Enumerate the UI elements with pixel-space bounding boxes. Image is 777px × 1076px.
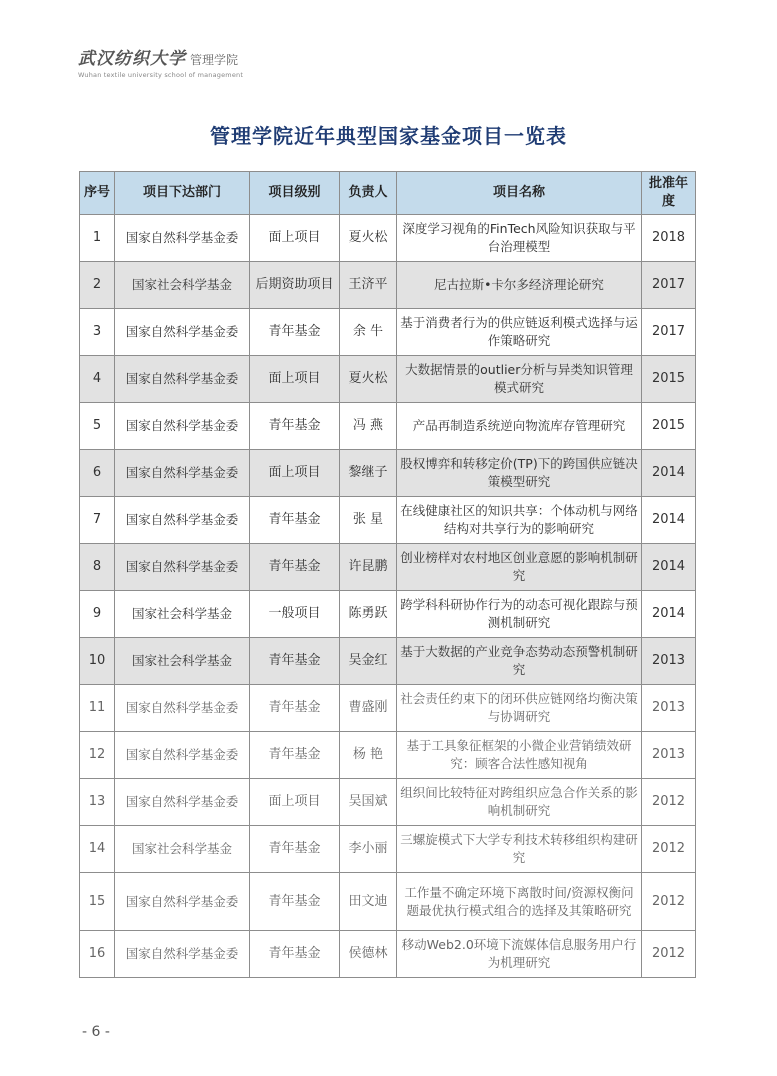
cell-level: 面上项目: [250, 450, 340, 497]
table-row: [80, 403, 696, 450]
cell-project-name: 工作量不确定环境下离散时间/资源权衡问题最优执行模式组合的选择及其策略研究: [397, 873, 642, 931]
cell-leader: 吴国斌: [340, 779, 397, 826]
cell-no: 7: [80, 497, 115, 544]
cell-project-name: 组织间比较特征对跨组织应急合作关系的影响机制研究: [397, 779, 642, 826]
cell-level: 青年基金: [250, 497, 340, 544]
table-row: [80, 931, 696, 978]
cell-project-name: 大数据情景的outlier分析与异类知识管理模式研究: [397, 356, 642, 403]
table-row: [80, 497, 696, 544]
cell-dept: 国家自然科学基金委: [115, 403, 250, 450]
cell-leader: 李小丽: [340, 826, 397, 873]
table-row: [80, 215, 696, 262]
cell-dept: 国家自然科学基金委: [115, 779, 250, 826]
projects-table: [79, 171, 696, 978]
cell-dept: 国家自然科学基金委: [115, 732, 250, 779]
cell-no: 13: [80, 779, 115, 826]
cell-dept: 国家社会科学基金: [115, 638, 250, 685]
cell-dept: 国家自然科学基金委: [115, 685, 250, 732]
cell-level: 面上项目: [250, 356, 340, 403]
cell-year: 2017: [642, 262, 696, 309]
cell-no: 9: [80, 591, 115, 638]
table-row: [80, 638, 696, 685]
table-row: [80, 685, 696, 732]
cell-level: 后期资助项目: [250, 262, 340, 309]
cell-project-name: 移动Web2.0环境下流媒体信息服务用户行为机理研究: [397, 931, 642, 978]
cell-level: 青年基金: [250, 309, 340, 356]
header-dept: 项目下达部门: [115, 172, 250, 215]
cell-year: 2014: [642, 497, 696, 544]
cell-year: 2013: [642, 732, 696, 779]
cell-year: 2013: [642, 685, 696, 732]
cell-dept: 国家自然科学基金委: [115, 931, 250, 978]
table-row: [80, 732, 696, 779]
cell-project-name: 基于大数据的产业竞争态势动态预警机制研究: [397, 638, 642, 685]
cell-project-name: 社会责任约束下的闭环供应链网络均衡决策与协调研究: [397, 685, 642, 732]
table-row: [80, 262, 696, 309]
cell-year: 2015: [642, 403, 696, 450]
page-title: 管理学院近年典型国家基金项目一览表: [210, 124, 567, 148]
cell-level: 青年基金: [250, 826, 340, 873]
cell-dept: 国家自然科学基金委: [115, 215, 250, 262]
cell-level: 面上项目: [250, 779, 340, 826]
cell-project-name: 尼古拉斯•卡尔多经济理论研究: [397, 262, 642, 309]
header-year: 批准年度: [642, 172, 696, 215]
cell-leader: 吴金红: [340, 638, 397, 685]
cell-leader: 曹盛刚: [340, 685, 397, 732]
cell-dept: 国家社会科学基金: [115, 826, 250, 873]
cell-year: 2012: [642, 779, 696, 826]
cell-project-name: 基于工具象征框架的小微企业营销绩效研究：顾客合法性感知视角: [397, 732, 642, 779]
cell-dept: 国家自然科学基金委: [115, 450, 250, 497]
cell-level: 青年基金: [250, 732, 340, 779]
school-name: 管理学院: [190, 53, 239, 67]
cell-leader: 陈勇跃: [340, 591, 397, 638]
cell-no: 8: [80, 544, 115, 591]
cell-no: 2: [80, 262, 115, 309]
cell-leader: 王济平: [340, 262, 397, 309]
header-project-name: 项目名称: [397, 172, 642, 215]
cell-leader: 夏火松: [340, 215, 397, 262]
cell-year: 2017: [642, 309, 696, 356]
cell-level: 青年基金: [250, 403, 340, 450]
cell-level: 青年基金: [250, 873, 340, 931]
cell-no: 12: [80, 732, 115, 779]
table-row: [80, 779, 696, 826]
table-row: [80, 309, 696, 356]
cell-level: 青年基金: [250, 685, 340, 732]
header-level: 项目级别: [250, 172, 340, 215]
table-row: [80, 591, 696, 638]
table-header-row: [80, 172, 696, 215]
cell-dept: 国家社会科学基金: [115, 591, 250, 638]
cell-project-name: 三螺旋模式下大学专利技术转移组织构建研究: [397, 826, 642, 873]
cell-year: 2012: [642, 873, 696, 931]
cell-dept: 国家自然科学基金委: [115, 356, 250, 403]
table-row: [80, 450, 696, 497]
cell-year: 2015: [642, 356, 696, 403]
cell-project-name: 股权博弈和转移定价(TP)下的跨国供应链决策模型研究: [397, 450, 642, 497]
cell-no: 1: [80, 215, 115, 262]
header-no: 序号: [80, 172, 115, 215]
cell-level: 青年基金: [250, 544, 340, 591]
cell-leader: 许昆鹏: [340, 544, 397, 591]
table-row: [80, 356, 696, 403]
cell-leader: 余 牛: [340, 309, 397, 356]
cell-level: 面上项目: [250, 215, 340, 262]
school-logo: [78, 44, 243, 79]
cell-no: 6: [80, 450, 115, 497]
cell-no: 16: [80, 931, 115, 978]
cell-no: 10: [80, 638, 115, 685]
cell-leader: 张 星: [340, 497, 397, 544]
cell-year: 2014: [642, 450, 696, 497]
cell-project-name: 基于消费者行为的供应链返利模式选择与运作策略研究: [397, 309, 642, 356]
cell-year: 2012: [642, 826, 696, 873]
cell-dept: 国家社会科学基金: [115, 262, 250, 309]
table-row: [80, 873, 696, 931]
cell-year: 2013: [642, 638, 696, 685]
page-number: - 6 -: [82, 1024, 110, 1040]
cell-year: 2018: [642, 215, 696, 262]
cell-dept: 国家自然科学基金委: [115, 873, 250, 931]
cell-year: 2014: [642, 544, 696, 591]
header-leader: 负责人: [340, 172, 397, 215]
cell-project-name: 产品再制造系统逆向物流库存管理研究: [397, 403, 642, 450]
cell-no: 4: [80, 356, 115, 403]
cell-no: 15: [80, 873, 115, 931]
cell-no: 3: [80, 309, 115, 356]
cell-dept: 国家自然科学基金委: [115, 544, 250, 591]
cell-project-name: 在线健康社区的知识共享：个体动机与网络结构对共享行为的影响研究: [397, 497, 642, 544]
cell-level: 青年基金: [250, 931, 340, 978]
cell-no: 5: [80, 403, 115, 450]
cell-leader: 黎继子: [340, 450, 397, 497]
university-calligraphy: 武汉纺织大学: [78, 49, 186, 69]
school-name-english: Wuhan textile university school of management: [78, 71, 244, 79]
cell-leader: 侯德林: [340, 931, 397, 978]
cell-leader: 冯 燕: [340, 403, 397, 450]
cell-level: 一般项目: [250, 591, 340, 638]
cell-dept: 国家自然科学基金委: [115, 309, 250, 356]
cell-leader: 杨 艳: [340, 732, 397, 779]
cell-project-name: 跨学科科研协作行为的动态可视化跟踪与预测机制研究: [397, 591, 642, 638]
cell-no: 11: [80, 685, 115, 732]
cell-leader: 田文迪: [340, 873, 397, 931]
cell-project-name: 深度学习视角的FinTech风险知识获取与平台治理模型: [397, 215, 642, 262]
table-row: [80, 544, 696, 591]
cell-leader: 夏火松: [340, 356, 397, 403]
cell-dept: 国家自然科学基金委: [115, 497, 250, 544]
cell-project-name: 创业榜样对农村地区创业意愿的影响机制研究: [397, 544, 642, 591]
table-row: [80, 826, 696, 873]
cell-year: 2014: [642, 591, 696, 638]
cell-level: 青年基金: [250, 638, 340, 685]
cell-year: 2012: [642, 931, 696, 978]
cell-no: 14: [80, 826, 115, 873]
